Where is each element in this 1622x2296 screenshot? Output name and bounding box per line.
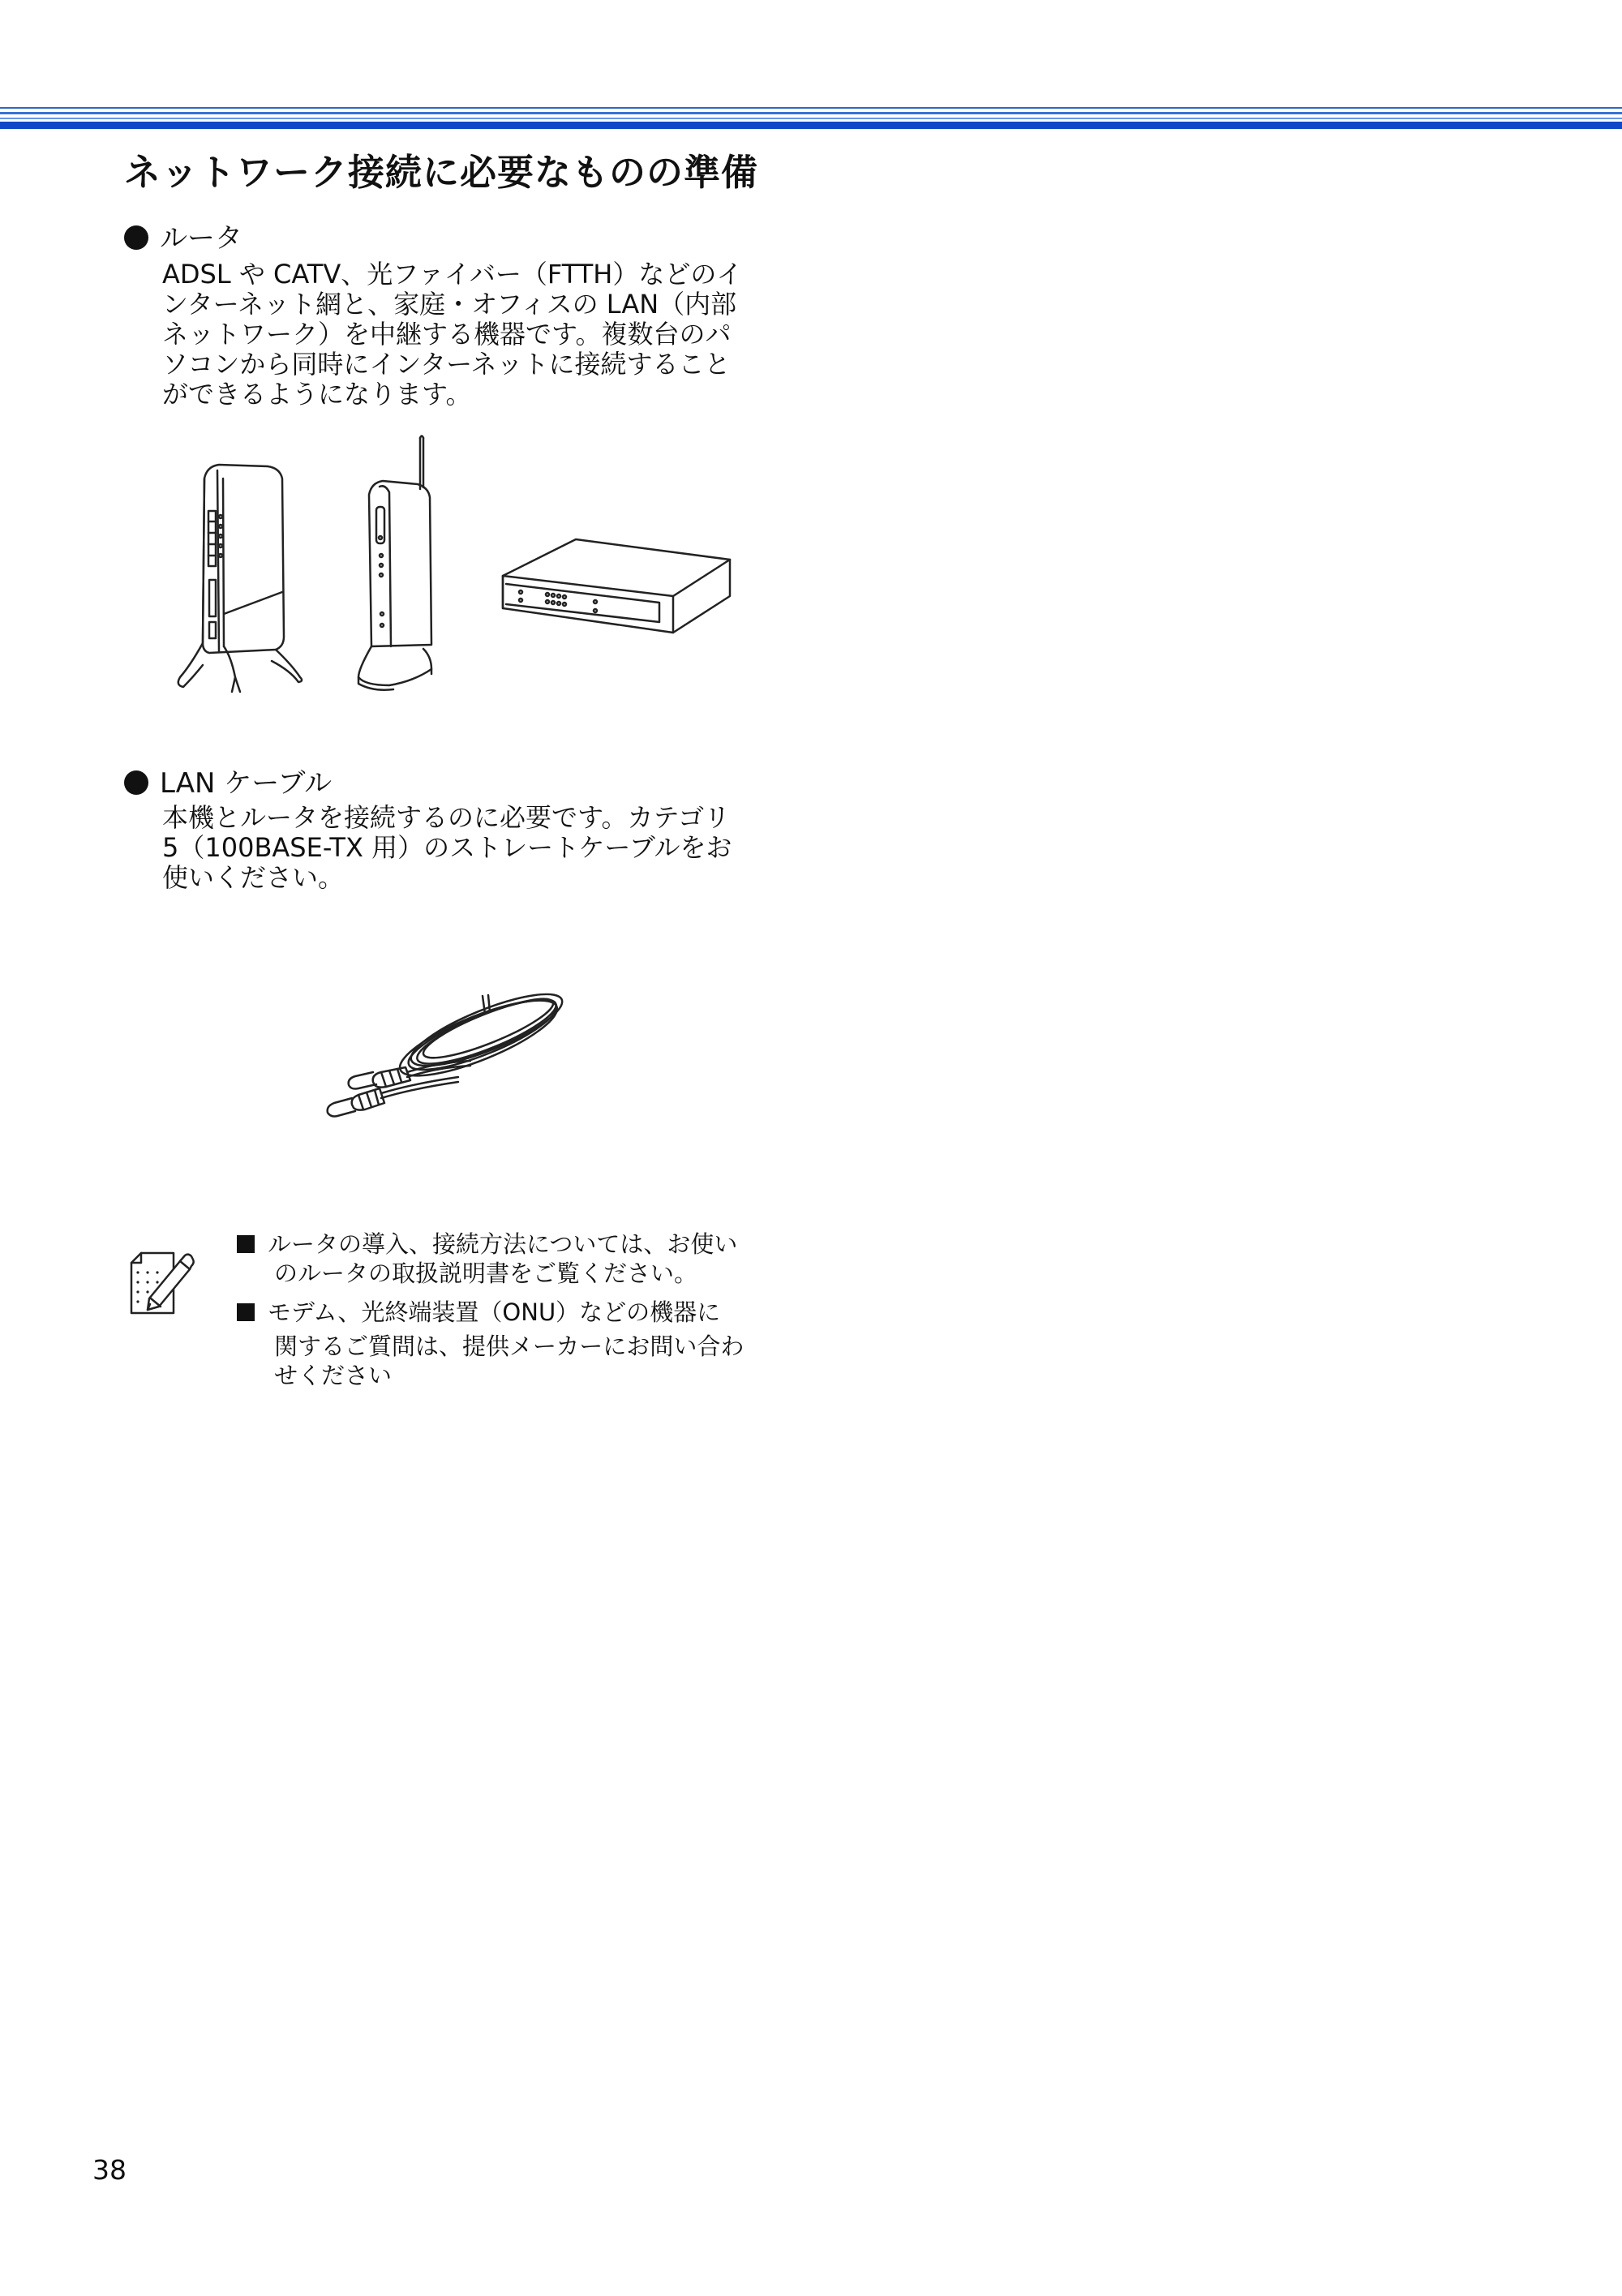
lan-cable-line: 使いください。 bbox=[162, 862, 345, 893]
bullet-icon bbox=[124, 225, 148, 250]
lan-cable-heading-label: LAN ケーブル bbox=[160, 767, 333, 800]
square-bullet-icon bbox=[237, 1235, 255, 1253]
header-rule bbox=[0, 107, 1622, 131]
router-line: ネットワーク）を中継する機器です。複数台のパ bbox=[162, 319, 732, 350]
lan-cable-heading bbox=[124, 767, 332, 800]
router-line: ソコンから同時にインターネットに接続すること bbox=[162, 349, 731, 380]
note-text: 関するご質問は、提供メーカーにお問い合わ bbox=[274, 1333, 744, 1360]
note-text: ルータの導入、接続方法については、お使い bbox=[268, 1230, 738, 1258]
rj45-connector bbox=[328, 1088, 384, 1117]
bullet-icon bbox=[124, 770, 148, 795]
lan-cable-description bbox=[162, 803, 779, 893]
note-text: のルータの取扱説明書をご覧ください。 bbox=[274, 1260, 698, 1287]
lan-cable-line: 5（100BASE-TX 用）のストレートケーブルをお bbox=[162, 832, 732, 863]
router-line: ができるようになります。 bbox=[162, 379, 472, 410]
note-item bbox=[237, 1230, 737, 1288]
note-text: モデム、光終端装置（ONU）などの機器に bbox=[268, 1298, 721, 1326]
vertical-router-device bbox=[178, 465, 302, 692]
page-title: ネットワーク接続に必要なものの準備 bbox=[124, 151, 759, 194]
router-description bbox=[162, 260, 779, 410]
square-bullet-icon bbox=[237, 1303, 255, 1321]
lan-cable-line: 本機とルータを接続するのに必要です。カテゴリ bbox=[162, 802, 731, 833]
router-devices-illustration bbox=[170, 434, 738, 722]
router-line: ADSL や CATV、光ファイバー（FTTH）などのイ bbox=[162, 259, 743, 290]
router-heading-label: ルータ bbox=[160, 222, 242, 255]
note-text: せください bbox=[274, 1362, 393, 1389]
wireless-router-device bbox=[358, 436, 431, 690]
router-line: ンターネット網と、家庭・オフィスの LAN（内部 bbox=[162, 289, 737, 320]
lan-cable-illustration bbox=[316, 981, 592, 1119]
router-heading bbox=[124, 222, 242, 255]
note-pencil-icon bbox=[127, 1245, 195, 1318]
flat-router-device bbox=[503, 539, 730, 633]
page-number: 38 bbox=[92, 2154, 127, 2186]
note-item bbox=[237, 1298, 744, 1390]
